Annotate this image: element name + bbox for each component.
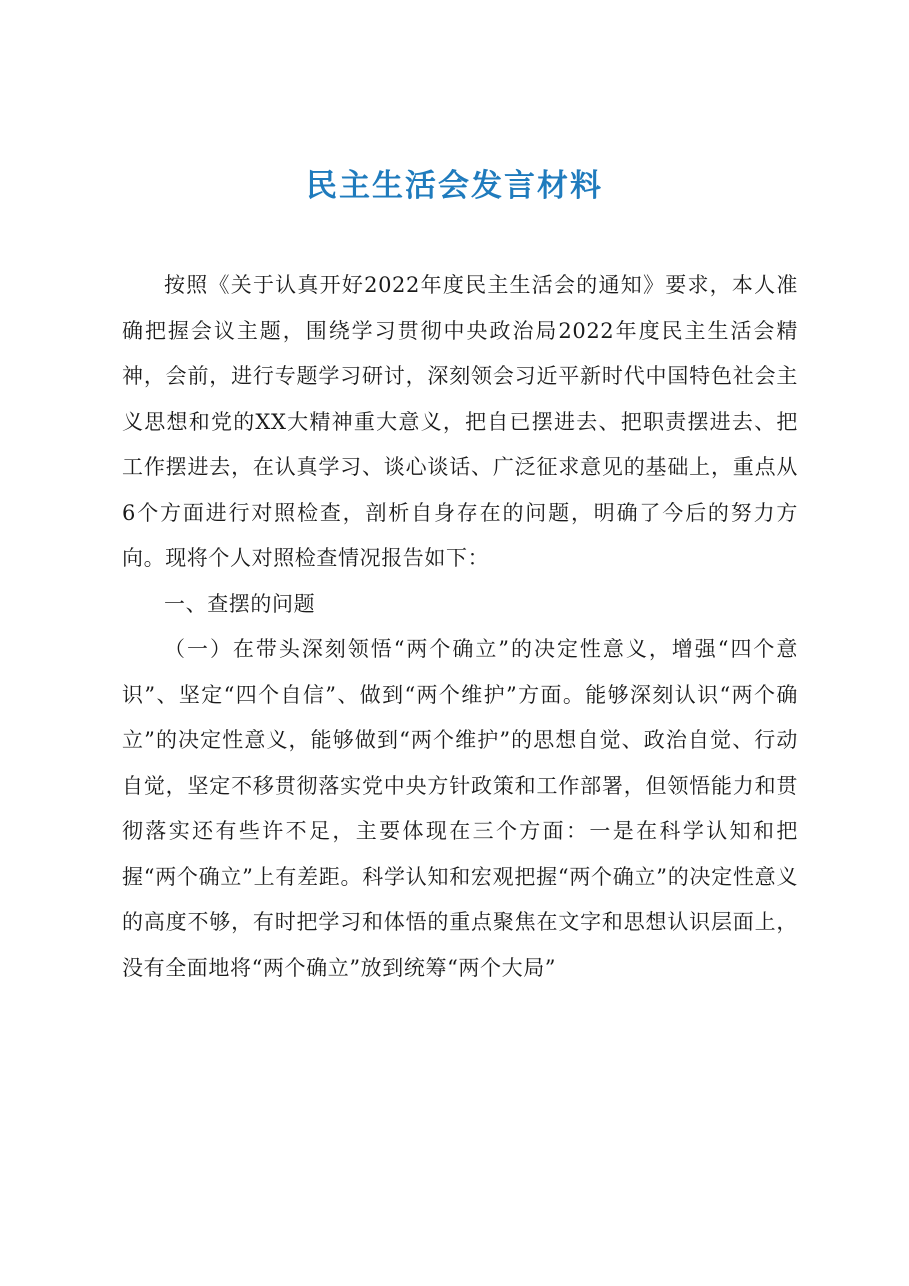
document-title: 民主生活会发言材料 [306, 168, 603, 204]
intro-paragraph: 按照《关于认真开好2022年度民主生活会的通知》要求，本人准确把握会议主题，围绕学习贯彻中央政治局2022年度民主生活会精神，会前，进行专题学习研讨，深刻领会习近平新时代中国特色社会主义思想和党的XX大精神重大意义，把自已摆进去、把职责摆进去、把工作摆进去，在认真学习、谈心谈话、广泛征求意见的基础上，重点从6个方面进行对照检查，剖析自身存在的问题，明确了今后的努力方向。现将个人对照检查情况报告如下： [122, 273, 798, 570]
subsection-paragraph: （一）在带头深刻领悟“两个确立”的决定性意义，增强“四个意识”、坚定“四个自信”、做到“两个维护”方面。能够深刻认识“两个确立”的决定性意义，能够做到“两个维护”的思想自觉、政治自觉、行动自觉，坚定不移贯彻落实党中央方针政策和工作部署，但领悟能力和贯彻落实还有些许不足，主要体现在三个方面：一是在科学认知和把握“两个确立”上有差距。科学认知和宏观把握“两个确立”的决定性意义的高度不够，有时把学习和体悟的重点聚焦在文字和思想认识层面上，没有全面地将“两个确立”放到统筹“两个大局” [122, 637, 798, 980]
section-heading: 一、查摆的问题 [164, 591, 316, 616]
document-body [122, 263, 798, 991]
